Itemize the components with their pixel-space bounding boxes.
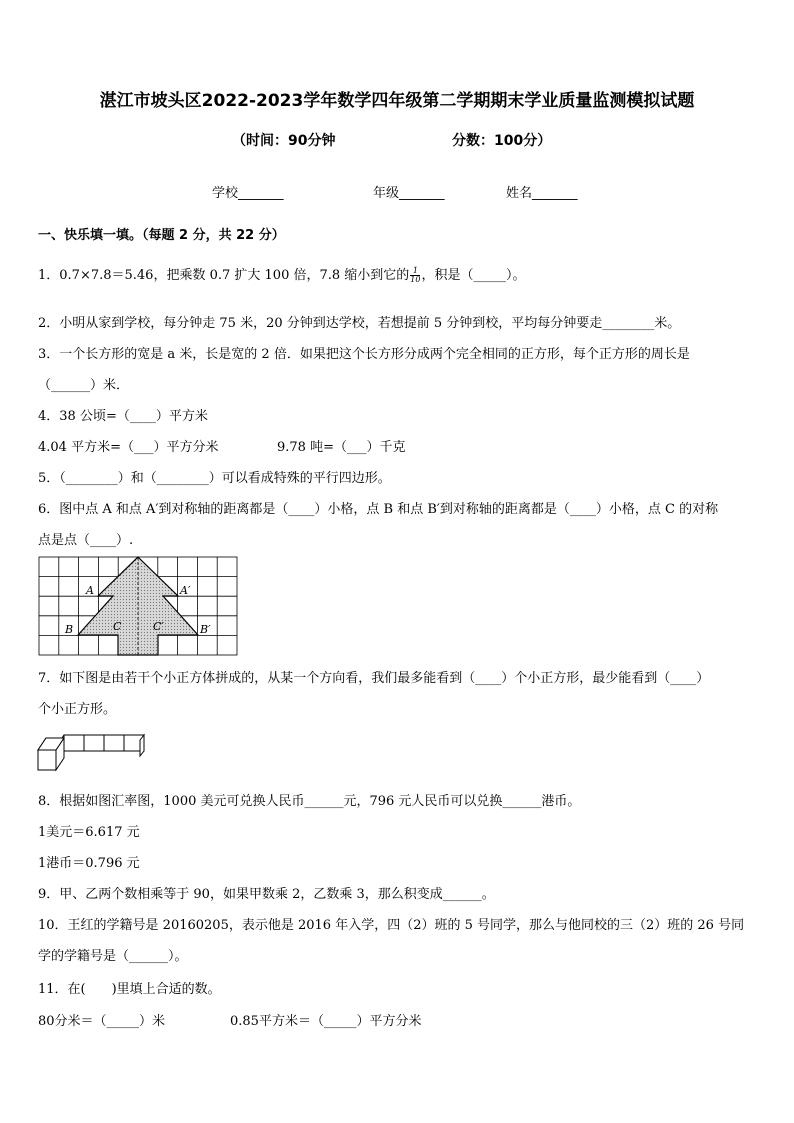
label-A: A: [86, 584, 94, 597]
exam-title: 湛江市坡头区2022-2023学年数学四年级第二学期期末学业质量监测模拟试题: [99, 91, 695, 111]
fraction-numerator: 1: [410, 267, 420, 276]
exam-score: 分数：100分）: [452, 133, 552, 149]
label-A-prime: A′: [180, 584, 191, 597]
school-field: 学校_______: [212, 186, 284, 201]
label-C-prime: C′: [153, 620, 164, 633]
question-7: 7．如下图是由若干个小正方体拼成的，从某一个方向看，我们最多能看到（____）个小正方形，最少能看到（____）: [38, 671, 710, 686]
question-10-cont: 学的学籍号是（______）。: [38, 949, 188, 964]
symmetry-grid-figure: [38, 556, 238, 656]
question-4-part-1: 4.04 平方米=（___）平方分米: [38, 440, 219, 455]
question-11-part-2: 0.85平方米＝（_____）平方分米: [230, 1014, 422, 1029]
question-7-cont: 个小正方形。: [38, 702, 117, 717]
tree-shape: [78, 557, 198, 655]
fraction: [410, 267, 420, 284]
label-B-prime: B′: [200, 623, 211, 636]
label-B: B: [65, 623, 74, 636]
question-10: 10．王红的学籍号是 20160205，表示他是 2016 年入学，四（2）班的 5 号同学，那么与他同校的三（2）班的 26 号同: [38, 918, 745, 933]
name-field: 姓名_______: [506, 186, 578, 201]
question-11-part-1: 80分米＝（_____）米: [38, 1014, 166, 1029]
question-6: 6．图中点 A 和点 A′到对称轴的距离都是（____）小格，点 B 和点 B′到对称轴的距离都是（____）小格，点 C 的对称: [38, 502, 719, 517]
question-2: 2．小明从家到学校，每分钟走 75 米，20 分钟到达学校，若想提前 5 分钟到校，平均每分钟要走________米。: [38, 316, 681, 331]
question-4: 4．38 公顷=（____）平方米: [38, 409, 208, 424]
fraction-denominator: 10: [410, 275, 421, 284]
question-5: 5．（________）和（________）可以看成特殊的平行四边形。: [38, 471, 391, 486]
question-3-cont: （______）米．: [38, 378, 130, 393]
question-1: [38, 264, 525, 284]
question-3: 3．一个长方形的宽是 a 米，长是宽的 2 倍．如果把这个长方形分成两个完全相同的正方形，每个正方形的周长是: [38, 347, 690, 362]
question-4-part-2: 9.78 吨=（___）千克: [277, 440, 406, 455]
question-9: 9．甲、乙两个数相乘等于 90，如果甲数乘 2，乙数乘 3，那么积变成______。: [38, 887, 495, 902]
exchange-rate-usd: 1美元＝6.617 元: [38, 825, 140, 840]
question-8: 8．根据如图汇率图，1000 美元可兑换人民币______元，796 元人民币可以兑换______港币。: [38, 794, 581, 809]
label-C: C: [113, 620, 122, 633]
question-11: 11．在( )里填上合适的数。: [38, 982, 221, 997]
exchange-rate-hkd: 1港币＝0.796 元: [38, 856, 140, 871]
question-6-cont: 点是点（____）.: [38, 533, 134, 548]
question-1-blank: ，积是（_____）。: [421, 268, 526, 283]
section-heading: 一、快乐填一填。（每题 2 分，共 22 分）: [38, 228, 285, 243]
exam-time: （时间：90分钟: [232, 133, 336, 149]
grade-field: 年级_______: [373, 186, 445, 201]
cube-stack-figure: [37, 726, 147, 772]
question-1-text: 1．0.7×7.8＝5.46，把乘数 0.7 扩大 100 倍，7.8 缩小到它的: [38, 268, 410, 283]
